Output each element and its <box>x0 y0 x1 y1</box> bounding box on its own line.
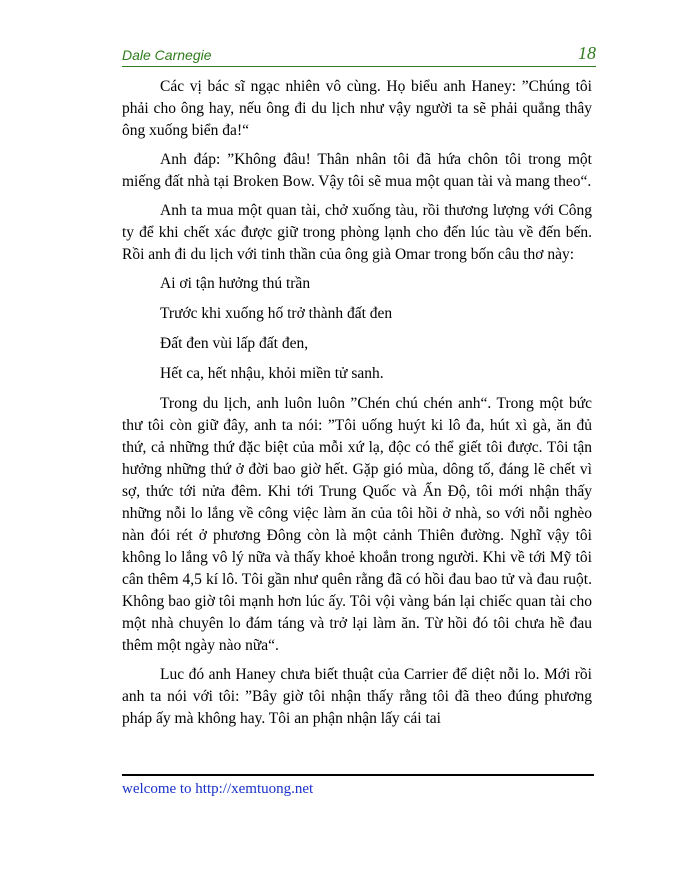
paragraph: Anh đáp: ”Không đâu! Thân nhân tôi đã hứa chôn tôi trong một miếng đất nhà tại Broken Bow. Vậy tôi sẽ mua một quan tài và mang theo“. <box>122 151 592 190</box>
footer-divider <box>122 774 594 776</box>
page-body <box>122 76 592 737</box>
verse-line: Ai ơi tận hưởng thú trần <box>160 275 311 292</box>
paragraph: Anh ta mua một quan tài, chở xuống tàu, rồi thương lượng với Công ty để khi chết xác được giữ trong phòng lạnh cho đến lúc tàu về đến bến. Rồi anh đi du lịch với tinh thần của ông già Omar trong bốn câu thơ này: <box>122 202 592 263</box>
verse-line: Đất đen vùi lấp đất đen, <box>160 335 309 352</box>
page-header <box>122 43 596 67</box>
page-number: 18 <box>578 43 596 63</box>
header-author: Dale Carnegie <box>122 47 212 63</box>
paragraph: Luc đó anh Haney chưa biết thuật của Carrier để diệt nỗi lo. Mới rồi anh ta nói với tôi: ”Bây giờ tôi nhận thấy rằng tôi đã theo đúng phương pháp ấy mà không hay. Tôi an phận nhận lấy cái tai <box>122 666 592 727</box>
paragraph: Trong du lịch, anh luôn luôn ”Chén chú chén anh“. Trong một bức thư tôi còn giữ đây, anh ta nói: ”Tôi uống huýt ki lô đa, hút xì gà, ăn đủ thứ, cả những thứ đặc biệt của mỗi xứ lạ, độc có thể giết tôi được. Tôi tận hưởng những thứ ở đời bao giờ hết. Gặp gió mùa, dông tố, đáng lẽ chết vì sợ, thức tới nửa đêm. Khi tới Trung Quốc và Ấn Độ, tôi mới nhận thấy những nỗi lo lắng về công việc làm ăn của tôi hồi ở nhà, so với nỗi nghèo nàn đói rét ở phương Đông còn là một cảnh Thiên đường. Nghĩ vậy tôi không lo lắng vô lý nữa và thấy khoẻ khoắn trong người. Khi về tới Mỹ tôi cân thêm 4,5 kí lô. Tôi gần như quên rằng đã có hồi đau bao tử và đau ruột. Không bao giờ tôi mạnh hơn lúc ấy. Tôi vội vàng bán lại chiếc quan tài cho một nhà chuyên lo đám táng và trở lại làm ăn. Từ hồi đó tôi chưa hề đau thêm một ngày nào nữa“. <box>122 395 592 654</box>
footer-link[interactable]: welcome to http://xemtuong.net <box>122 781 314 797</box>
verse-line: Hết ca, hết nhậu, khỏi miền tử sanh. <box>160 365 384 382</box>
paragraph: Các vị bác sĩ ngạc nhiên vô cùng. Họ biểu anh Haney: ”Chúng tôi phải cho ông hay, nếu ông đi du lịch như vậy người ta sẽ phải quẳng thây ông xuống biển đa!“ <box>122 78 592 139</box>
verse-line: Trước khi xuống hố trở thành đất đen <box>160 305 393 322</box>
header-divider <box>122 66 596 67</box>
